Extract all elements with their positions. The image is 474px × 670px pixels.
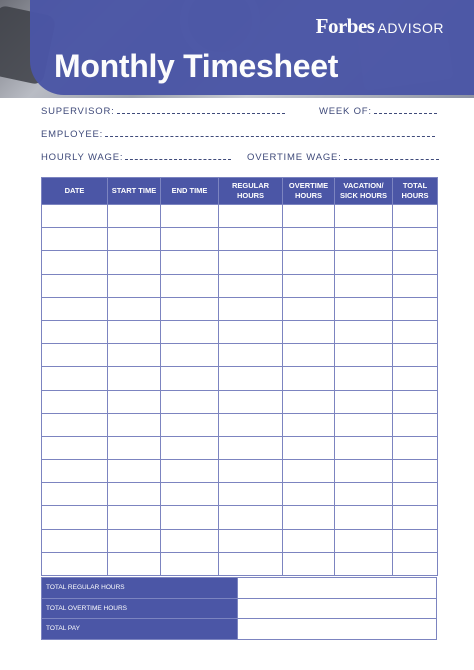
overtime-wage-label: OVERTIME WAGE: <box>247 152 342 163</box>
regular-hours-cell[interactable] <box>219 320 283 343</box>
vacation-sick-hours-cell[interactable] <box>335 390 393 413</box>
employee-field[interactable] <box>41 129 435 140</box>
regular-hours-cell[interactable] <box>219 483 283 506</box>
start-time-cell[interactable] <box>108 483 161 506</box>
date-cell[interactable] <box>42 320 108 343</box>
total-hours-cell[interactable] <box>393 436 438 459</box>
date-cell[interactable] <box>42 297 108 320</box>
regular-hours-cell[interactable] <box>219 344 283 367</box>
regular-hours-cell[interactable] <box>219 413 283 436</box>
regular-hours-cell[interactable] <box>219 205 283 228</box>
total-hours-cell[interactable] <box>393 390 438 413</box>
overtime-wage-line <box>344 152 439 160</box>
supervisor-label: SUPERVISOR: <box>41 106 115 117</box>
date-cell[interactable] <box>42 552 108 575</box>
date-cell[interactable] <box>42 506 108 529</box>
total-hours-cell[interactable] <box>393 413 438 436</box>
start-time-cell[interactable] <box>108 297 161 320</box>
date-cell[interactable] <box>42 460 108 483</box>
start-time-cell[interactable] <box>108 320 161 343</box>
overtime-hours-cell[interactable] <box>283 320 335 343</box>
overtime-wage-field[interactable] <box>247 152 439 163</box>
total-hours-cell[interactable] <box>393 320 438 343</box>
start-time-cell[interactable] <box>108 506 161 529</box>
vacation-sick-hours-cell[interactable] <box>335 251 393 274</box>
column-header-total-hours: TOTAL HOURS <box>393 178 438 205</box>
table-row <box>42 552 438 575</box>
end-time-cell[interactable] <box>161 413 219 436</box>
totals-row <box>42 598 437 619</box>
overtime-hours-cell[interactable] <box>283 506 335 529</box>
regular-hours-cell[interactable] <box>219 251 283 274</box>
total-overtime-hours-cell[interactable] <box>238 598 437 619</box>
total-hours-cell[interactable] <box>393 460 438 483</box>
total-pay-label: TOTAL PAY <box>42 619 238 640</box>
overtime-hours-cell[interactable] <box>283 436 335 459</box>
total-hours-cell[interactable] <box>393 297 438 320</box>
brand-suffix: ADVISOR <box>377 20 444 36</box>
end-time-cell[interactable] <box>161 506 219 529</box>
overtime-hours-cell[interactable] <box>283 367 335 390</box>
total-regular-hours-label: TOTAL REGULAR HOURS <box>42 578 238 599</box>
end-time-cell[interactable] <box>161 483 219 506</box>
header-banner <box>30 0 474 95</box>
start-time-cell[interactable] <box>108 436 161 459</box>
date-cell[interactable] <box>42 344 108 367</box>
brand-name: Forbes <box>315 14 375 38</box>
date-cell[interactable] <box>42 367 108 390</box>
vacation-sick-hours-cell[interactable] <box>335 320 393 343</box>
column-header-end-time: END TIME <box>161 178 219 205</box>
date-cell[interactable] <box>42 205 108 228</box>
table-row <box>42 344 438 367</box>
total-hours-cell[interactable] <box>393 552 438 575</box>
start-time-cell[interactable] <box>108 205 161 228</box>
total-overtime-hours-label: TOTAL OVERTIME HOURS <box>42 598 238 619</box>
end-time-cell[interactable] <box>161 367 219 390</box>
total-hours-cell[interactable] <box>393 274 438 297</box>
hourly-wage-field[interactable] <box>41 152 231 163</box>
end-time-cell[interactable] <box>161 251 219 274</box>
table-row <box>42 274 438 297</box>
table-row <box>42 297 438 320</box>
date-cell[interactable] <box>42 251 108 274</box>
vacation-sick-hours-cell[interactable] <box>335 552 393 575</box>
end-time-cell[interactable] <box>161 205 219 228</box>
employee-line <box>105 129 435 137</box>
date-cell[interactable] <box>42 483 108 506</box>
regular-hours-cell[interactable] <box>219 506 283 529</box>
regular-hours-cell[interactable] <box>219 297 283 320</box>
total-hours-cell[interactable] <box>393 205 438 228</box>
overtime-hours-cell[interactable] <box>283 297 335 320</box>
overtime-hours-cell[interactable] <box>283 529 335 552</box>
total-hours-cell[interactable] <box>393 228 438 251</box>
total-pay-cell[interactable] <box>238 619 437 640</box>
week-of-field[interactable] <box>319 106 437 117</box>
table-row <box>42 251 438 274</box>
overtime-hours-cell[interactable] <box>283 251 335 274</box>
vacation-sick-hours-cell[interactable] <box>335 436 393 459</box>
start-time-cell[interactable] <box>108 552 161 575</box>
vacation-sick-hours-cell[interactable] <box>335 297 393 320</box>
start-time-cell[interactable] <box>108 251 161 274</box>
total-hours-cell[interactable] <box>393 483 438 506</box>
table-header-row <box>42 178 438 205</box>
regular-hours-cell[interactable] <box>219 367 283 390</box>
date-cell[interactable] <box>42 413 108 436</box>
table-row <box>42 460 438 483</box>
overtime-hours-cell[interactable] <box>283 228 335 251</box>
overtime-hours-cell[interactable] <box>283 413 335 436</box>
total-hours-cell[interactable] <box>393 529 438 552</box>
end-time-cell[interactable] <box>161 344 219 367</box>
overtime-hours-cell[interactable] <box>283 205 335 228</box>
end-time-cell[interactable] <box>161 228 219 251</box>
regular-hours-cell[interactable] <box>219 390 283 413</box>
regular-hours-cell[interactable] <box>219 529 283 552</box>
total-hours-cell[interactable] <box>393 506 438 529</box>
column-header-start-time: START TIME <box>108 178 161 205</box>
start-time-cell[interactable] <box>108 413 161 436</box>
date-cell[interactable] <box>42 228 108 251</box>
table-row <box>42 436 438 459</box>
column-header-vacation-sick-hours: VACATION/ SICK HOURS <box>335 178 393 205</box>
table-row <box>42 228 438 251</box>
start-time-cell[interactable] <box>108 367 161 390</box>
page-title: Monthly Timesheet <box>54 48 339 84</box>
employee-label: EMPLOYEE: <box>41 129 104 140</box>
end-time-cell[interactable] <box>161 274 219 297</box>
end-time-cell[interactable] <box>161 297 219 320</box>
end-time-cell[interactable] <box>161 390 219 413</box>
regular-hours-cell[interactable] <box>219 228 283 251</box>
overtime-hours-cell[interactable] <box>283 344 335 367</box>
total-hours-cell[interactable] <box>393 344 438 367</box>
end-time-cell[interactable] <box>161 436 219 459</box>
totals-row <box>42 619 437 640</box>
end-time-cell[interactable] <box>161 320 219 343</box>
regular-hours-cell[interactable] <box>219 460 283 483</box>
date-cell[interactable] <box>42 390 108 413</box>
start-time-cell[interactable] <box>108 228 161 251</box>
week-of-line <box>374 106 437 114</box>
overtime-hours-cell[interactable] <box>283 483 335 506</box>
overtime-hours-cell[interactable] <box>283 460 335 483</box>
total-regular-hours-cell[interactable] <box>238 578 437 599</box>
table-row <box>42 390 438 413</box>
hourly-wage-label: HOURLY WAGE: <box>41 152 124 163</box>
date-cell[interactable] <box>42 529 108 552</box>
end-time-cell[interactable] <box>161 460 219 483</box>
supervisor-field[interactable] <box>41 106 285 117</box>
vacation-sick-hours-cell[interactable] <box>335 367 393 390</box>
total-hours-cell[interactable] <box>393 367 438 390</box>
date-cell[interactable] <box>42 274 108 297</box>
start-time-cell[interactable] <box>108 344 161 367</box>
start-time-cell[interactable] <box>108 390 161 413</box>
totals-table <box>41 577 437 640</box>
vacation-sick-hours-cell[interactable] <box>335 205 393 228</box>
forbes-advisor-logo <box>316 14 444 39</box>
start-time-cell[interactable] <box>108 460 161 483</box>
start-time-cell[interactable] <box>108 274 161 297</box>
vacation-sick-hours-cell[interactable] <box>335 483 393 506</box>
vacation-sick-hours-cell[interactable] <box>335 460 393 483</box>
start-time-cell[interactable] <box>108 529 161 552</box>
regular-hours-cell[interactable] <box>219 552 283 575</box>
overtime-hours-cell[interactable] <box>283 274 335 297</box>
table-row <box>42 205 438 228</box>
vacation-sick-hours-cell[interactable] <box>335 506 393 529</box>
timesheet-table <box>41 177 438 576</box>
column-header-date: DATE <box>42 178 108 205</box>
totals-row <box>42 578 437 599</box>
column-header-regular-hours: REGULAR HOURS <box>219 178 283 205</box>
vacation-sick-hours-cell[interactable] <box>335 228 393 251</box>
end-time-cell[interactable] <box>161 552 219 575</box>
table-row <box>42 506 438 529</box>
table-row <box>42 320 438 343</box>
table-row <box>42 367 438 390</box>
end-time-cell[interactable] <box>161 529 219 552</box>
vacation-sick-hours-cell[interactable] <box>335 529 393 552</box>
vacation-sick-hours-cell[interactable] <box>335 344 393 367</box>
table-row <box>42 529 438 552</box>
total-hours-cell[interactable] <box>393 251 438 274</box>
supervisor-line <box>117 106 285 114</box>
regular-hours-cell[interactable] <box>219 436 283 459</box>
vacation-sick-hours-cell[interactable] <box>335 413 393 436</box>
column-header-overtime-hours: OVERTIME HOURS <box>283 178 335 205</box>
hourly-wage-line <box>125 152 231 160</box>
table-row <box>42 413 438 436</box>
table-row <box>42 483 438 506</box>
week-of-label: WEEK OF: <box>319 106 372 117</box>
vacation-sick-hours-cell[interactable] <box>335 274 393 297</box>
overtime-hours-cell[interactable] <box>283 552 335 575</box>
date-cell[interactable] <box>42 436 108 459</box>
regular-hours-cell[interactable] <box>219 274 283 297</box>
overtime-hours-cell[interactable] <box>283 390 335 413</box>
